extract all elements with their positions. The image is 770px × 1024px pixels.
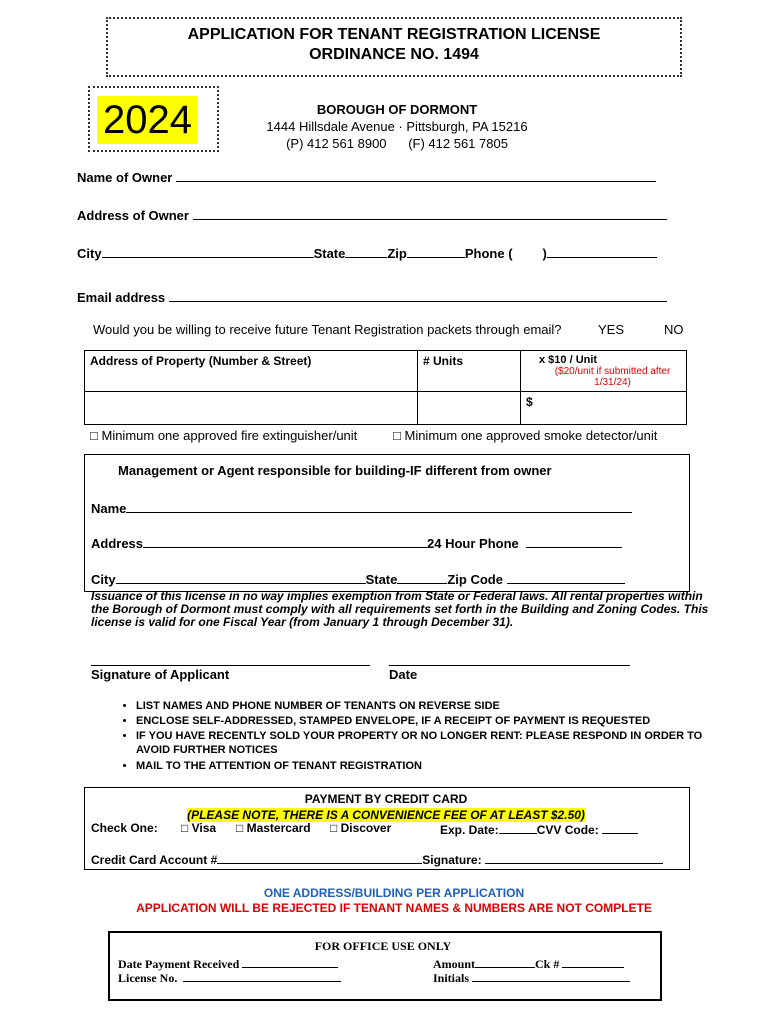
owner-address-row <box>77 206 667 223</box>
borough-fax: (F) 412 561 7805 <box>408 136 508 151</box>
rejection-notice: APPLICATION WILL BE REJECTED IF TENANT NAMES & NUMBERS ARE NOT COMPLETE <box>136 901 652 915</box>
owner-zip-field[interactable] <box>407 244 465 258</box>
agent-name-field[interactable] <box>126 499 632 513</box>
amount-label: Amount <box>433 957 476 971</box>
owner-address-field[interactable] <box>193 206 667 220</box>
owner-city-field[interactable] <box>102 244 314 258</box>
property-address-cell[interactable] <box>85 392 418 425</box>
discover-option[interactable]: □ Discover <box>330 821 392 835</box>
fee-header <box>521 351 687 392</box>
email-question: Would you be willing to receive future Tenant Registration packets through email? <box>93 322 562 337</box>
card-signature-label: Signature: <box>422 853 482 867</box>
license-no-label: License No. <box>118 971 178 985</box>
card-account-row <box>91 851 663 867</box>
exp-date-field[interactable] <box>499 821 537 834</box>
owner-zip-label: Zip <box>387 246 407 261</box>
initials-row <box>433 969 630 986</box>
owner-name-row <box>77 168 656 185</box>
exp-date-label: Exp. Date: <box>440 823 499 837</box>
license-no-row <box>118 969 341 986</box>
owner-email-field[interactable] <box>169 288 667 302</box>
owner-state-field[interactable] <box>345 244 387 258</box>
owner-phone-close: ) <box>542 246 547 261</box>
payment-heading: PAYMENT BY CREDIT CARD <box>304 792 468 806</box>
owner-email-label: Email address <box>77 290 166 305</box>
form-title <box>106 25 682 65</box>
disclaimer-text: Issuance of this license in no way implies exemption from State or Federal laws. All rental properties within the Borough of Dormont must comply with all requirements set forth in the Building and Zoning Codes. This license is valid for one Fiscal Year (from January 1 through December 31). <box>91 589 709 629</box>
email-yes-option[interactable]: YES <box>598 322 625 337</box>
agent-city-row <box>91 570 625 587</box>
owner-phone-field[interactable] <box>547 244 657 258</box>
agent-phone-field[interactable] <box>526 534 622 548</box>
cvv-label: CVV Code: <box>536 823 599 837</box>
units-header: # Units <box>418 351 521 392</box>
borough-name: BOROUGH OF DORMONT <box>316 102 478 117</box>
agent-heading: Management or Agent responsible for building-IF different from owner <box>118 463 552 478</box>
year-badge: 2024 <box>97 96 198 144</box>
owner-address-label: Address of Owner <box>77 208 189 223</box>
signature-label: Signature of Applicant <box>91 667 230 682</box>
borough-phone: (P) 412 561 8900 <box>286 136 387 151</box>
office-use-heading: FOR OFFICE USE ONLY <box>314 939 452 953</box>
amount-field[interactable] <box>475 955 535 968</box>
property-address-header: Address of Property (Number & Street) <box>85 351 418 392</box>
card-signature-field[interactable] <box>485 851 663 864</box>
initials-field[interactable] <box>472 969 630 982</box>
agent-address-label: Address <box>91 536 144 551</box>
owner-city-label: City <box>77 246 102 261</box>
agent-city-label: City <box>91 572 116 587</box>
agent-state-label: State <box>365 572 398 587</box>
instruction-item: • IF YOU HAVE RECENTLY SOLD YOUR PROPERTY OR NO LONGER RENT: PLEASE RESPOND IN ORDER TO AVOID FURTHER NOTICES <box>136 729 716 757</box>
title-line-1: APPLICATION FOR TENANT REGISTRATION LICENSE <box>187 26 601 43</box>
agent-name-label: Name <box>91 501 127 516</box>
fire-check-label: Minimum one approved fire extinguisher/unit <box>101 428 358 443</box>
license-no-field[interactable] <box>183 969 341 982</box>
owner-name-field[interactable] <box>176 168 656 182</box>
owner-phone-area[interactable] <box>513 245 543 258</box>
card-account-field[interactable] <box>217 851 422 864</box>
convenience-fee-note: (PLEASE NOTE, THERE IS A CONVENIENCE FEE OF AT LEAST $2.50) <box>187 808 585 822</box>
initials-label: Initials <box>433 971 470 985</box>
smoke-checkbox[interactable]: □ <box>393 428 401 443</box>
total-dollar-sign: $ <box>526 395 533 409</box>
agent-address-field[interactable] <box>143 534 427 548</box>
title-line-2: ORDINANCE NO. 1494 <box>309 46 479 63</box>
one-address-notice: ONE ADDRESS/BUILDING PER APPLICATION <box>263 886 525 900</box>
fire-checkbox[interactable]: □ <box>90 428 98 443</box>
borough-address: 1444 Hillsdale Avenue · Pittsburgh, PA 15216 <box>266 119 528 134</box>
cvv-field[interactable] <box>602 821 638 834</box>
owner-city-row <box>77 244 657 261</box>
smoke-detector-check[interactable] <box>393 428 657 443</box>
borough-info <box>242 101 552 152</box>
owner-state-label: State <box>313 246 346 261</box>
instructions-list <box>96 699 716 774</box>
fee-total-cell[interactable] <box>521 392 687 425</box>
units-cell[interactable] <box>418 392 521 425</box>
borough-phones <box>242 135 552 152</box>
fire-extinguisher-check[interactable] <box>90 428 357 443</box>
instruction-item: • ENCLOSE SELF-ADDRESSED, STAMPED ENVELOPE, IF A RECEIPT OF PAYMENT IS REQUESTED <box>136 714 716 729</box>
owner-phone-label: Phone ( <box>464 246 513 261</box>
check-one-label: Check One: <box>91 821 158 835</box>
agent-phone-label: 24 Hour Phone <box>427 536 519 551</box>
owner-email-row <box>77 288 667 305</box>
agent-city-field[interactable] <box>116 570 366 584</box>
date-label: Date <box>389 667 418 682</box>
agent-address-row <box>91 534 622 551</box>
late-fee-note: ($20/unit if submitted after 1/31/24) <box>554 366 671 388</box>
instruction-item: • MAIL TO THE ATTENTION OF TENANT REGISTRATION <box>136 759 716 774</box>
card-account-label: Credit Card Account # <box>91 853 218 867</box>
instruction-item: • LIST NAMES AND PHONE NUMBER OF TENANTS ON REVERSE SIDE <box>136 699 716 714</box>
fee-rate: x $10 / Unit <box>539 354 598 366</box>
date-line[interactable] <box>389 665 630 666</box>
signature-line[interactable] <box>91 665 370 666</box>
agent-zip-label: Zip Code <box>447 572 503 587</box>
date-received-label: Date Payment Received <box>118 957 240 971</box>
property-table <box>84 350 687 425</box>
agent-zip-field[interactable] <box>507 570 625 584</box>
owner-name-label: Name of Owner <box>77 170 173 185</box>
visa-option[interactable]: □ Visa <box>181 821 217 835</box>
mastercard-option[interactable]: □ Mastercard <box>236 821 311 835</box>
ck-label: Ck # <box>535 957 560 971</box>
ck-field[interactable] <box>562 955 624 968</box>
exp-cvv-row <box>440 821 638 837</box>
email-no-option[interactable]: NO <box>664 322 684 337</box>
smoke-check-label: Minimum one approved smoke detector/unit <box>404 428 658 443</box>
agent-state-field[interactable] <box>397 570 447 584</box>
agent-name-row <box>91 499 632 516</box>
date-received-field[interactable] <box>242 955 338 968</box>
